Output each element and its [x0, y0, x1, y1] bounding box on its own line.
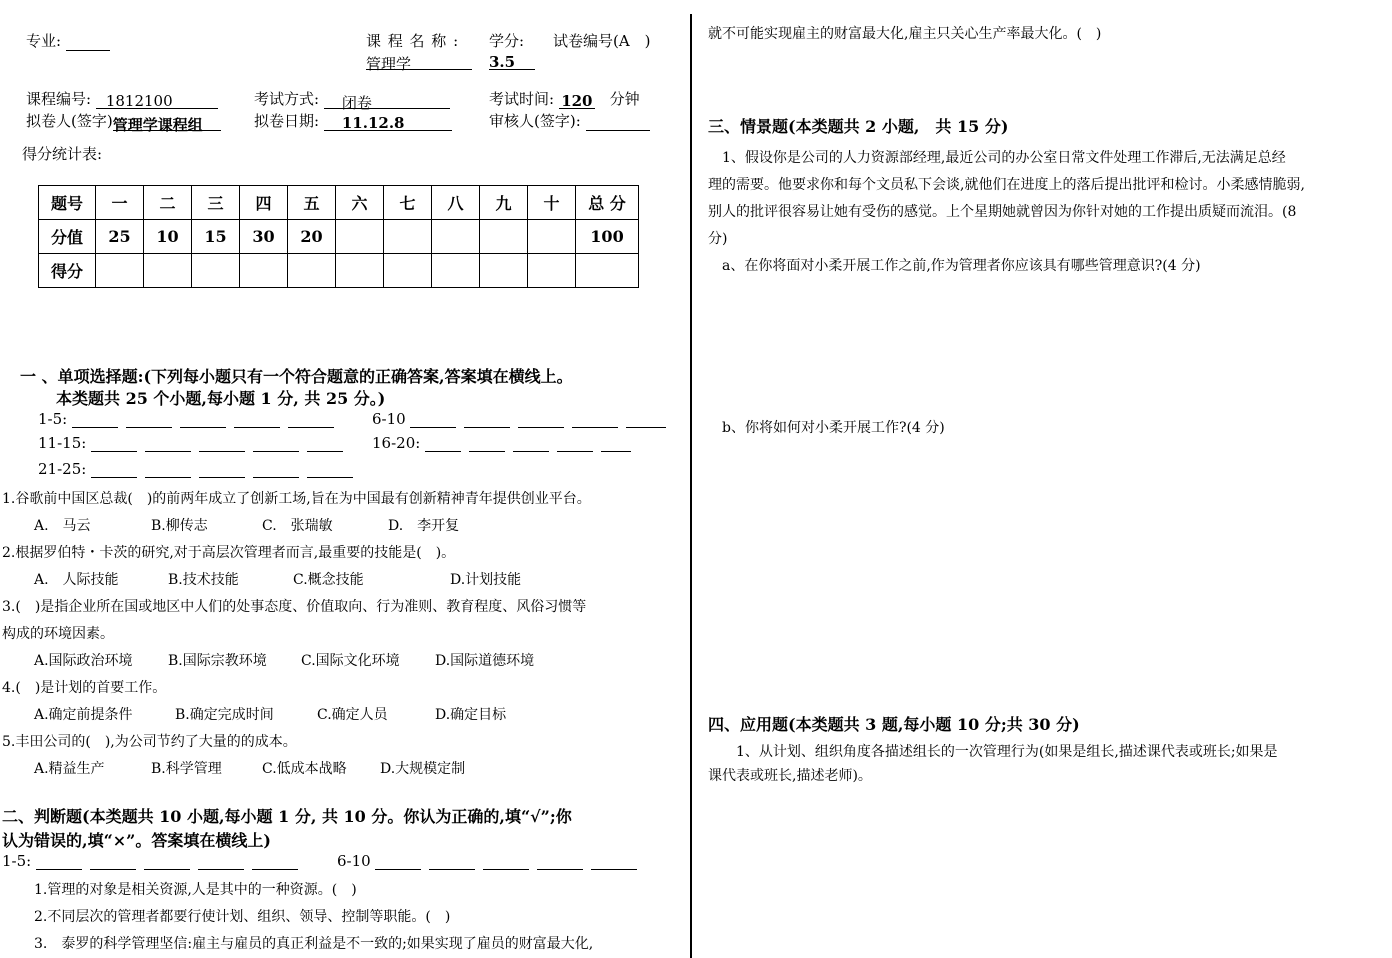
option-b[interactable]: B.确定完成时间: [175, 707, 274, 723]
points-cell: [432, 220, 480, 254]
score-cell[interactable]: [144, 254, 192, 288]
course-name-label: 课 程 名 称 :: [366, 32, 460, 50]
col-header: 四: [240, 186, 288, 220]
course-name-value: 管理学: [366, 53, 472, 70]
row-header: 题号: [39, 186, 96, 220]
credit-field: [489, 52, 535, 70]
answer-blank[interactable]: [429, 855, 475, 870]
answer-blank[interactable]: [537, 855, 583, 870]
section-3-title: 三、情景题(本类题共 2 小题, 共 15 分): [708, 117, 1009, 136]
scenario-question-a: a、在你将面对小柔开展工作之前,作为管理者你应该具有哪些管理意识?(4 分): [722, 258, 1201, 274]
author-value: 管理学课程组: [113, 114, 221, 131]
reviewer-field: [489, 110, 650, 131]
application-question-1-line1: 1、从计划、组织角度各描述组长的一次管理行为(如果是组长,描述课代表或班长;如果是: [708, 744, 1278, 760]
course-number-field: [26, 88, 218, 109]
option-d[interactable]: D.国际道德环境: [435, 653, 535, 669]
answer-blank[interactable]: [307, 463, 353, 478]
answer-blank[interactable]: [253, 437, 299, 452]
reviewer-blank[interactable]: [586, 114, 650, 131]
row-header: 得分: [39, 254, 96, 288]
question-3: 3.( )是指企业所在国或地区中人们的处事态度、价值取向、行为准则、教育程度、风俗习惯等: [2, 599, 587, 615]
author-field: [26, 110, 221, 134]
row-header: 分值: [39, 220, 96, 254]
answer-range-16-20: [372, 434, 631, 452]
points-cell: 10: [144, 220, 192, 254]
answer-blank[interactable]: [145, 437, 191, 452]
answer-blank[interactable]: [307, 437, 343, 452]
answer-blank[interactable]: [591, 855, 637, 870]
question-3-continuation: 构成的环境因素。: [2, 626, 114, 642]
score-cell[interactable]: [288, 254, 336, 288]
answer-range-11-15: [38, 434, 351, 452]
application-question-1-line2: 课代表或班长,描述老师)。: [708, 768, 872, 784]
score-cell[interactable]: [384, 254, 432, 288]
score-cell[interactable]: [480, 254, 528, 288]
answer-blank[interactable]: [483, 855, 529, 870]
answer-blank[interactable]: [36, 855, 82, 870]
major-field: [26, 30, 110, 51]
points-cell: 20: [288, 220, 336, 254]
option-d[interactable]: D. 李开复: [388, 518, 460, 534]
range-label: 16-20:: [372, 434, 421, 452]
major-blank[interactable]: [66, 34, 110, 51]
course-name-field: [366, 52, 472, 73]
column-divider: [690, 14, 692, 958]
section-1-title-line1: 一 、单项选择题:(下列每小题只有一个符合题意的正确答案,答案填在横线上。: [20, 367, 573, 386]
col-header: 五: [288, 186, 336, 220]
date-label: 拟卷日期:: [254, 112, 320, 130]
tf-question-2: 2.不同层次的管理者都要行使计划、组织、领导、控制等职能。( ): [34, 909, 451, 925]
exam-method-field: [254, 88, 450, 112]
option-a[interactable]: A. 人际技能: [34, 572, 119, 588]
option-b[interactable]: B.柳传志: [151, 518, 208, 534]
score-table: [38, 185, 639, 288]
answer-blank[interactable]: [180, 413, 226, 428]
option-c[interactable]: C.低成本战略: [262, 761, 347, 777]
tf-answer-range-6-10: [337, 852, 645, 870]
col-header: 三: [192, 186, 240, 220]
points-cell: [528, 220, 576, 254]
answer-blank[interactable]: [234, 413, 280, 428]
course-number-label: 课程编号:: [26, 90, 92, 108]
points-cell: 25: [96, 220, 144, 254]
score-stat-label: 得分统计表:: [22, 145, 103, 163]
course-number-value: 1812100: [96, 92, 218, 109]
exam-time-field: [489, 88, 640, 109]
date-value: 11.12.8: [324, 114, 452, 131]
col-header: 十: [528, 186, 576, 220]
scenario-line-3: 别人的批评很容易让她有受伤的感觉。上个星期她就曾因为你针对她的工作提出质疑而流泪。(8: [708, 204, 1297, 220]
score-cell[interactable]: [336, 254, 384, 288]
col-header: 六: [336, 186, 384, 220]
question-1: 1.谷歌前中国区总裁( )的前两年成立了创新工场,旨在为中国最有创新精神青年提供创业平台。: [2, 491, 591, 507]
range-label: 11-15:: [38, 434, 87, 452]
paper-number-label: 试卷编号(A ): [553, 32, 651, 50]
credit-value: 3.5: [489, 53, 535, 70]
option-a[interactable]: A. 马云: [34, 518, 91, 534]
answer-blank[interactable]: [469, 437, 505, 452]
score-cell[interactable]: [240, 254, 288, 288]
option-c[interactable]: C.国际文化环境: [301, 653, 400, 669]
answer-blank[interactable]: [198, 855, 244, 870]
option-a[interactable]: A.精益生产: [34, 761, 105, 777]
score-cell[interactable]: [96, 254, 144, 288]
answer-blank[interactable]: [91, 437, 137, 452]
score-table-row-scored: [39, 254, 639, 288]
answer-blank[interactable]: [464, 413, 510, 428]
points-cell: 30: [240, 220, 288, 254]
option-a[interactable]: A.确定前提条件: [34, 707, 133, 723]
option-c[interactable]: C. 张瑞敏: [262, 518, 333, 534]
scenario-line-4: 分): [708, 231, 728, 247]
answer-blank[interactable]: [72, 413, 118, 428]
points-cell: [336, 220, 384, 254]
answer-blank[interactable]: [199, 463, 245, 478]
scenario-question-b: b、你将如何对小柔开展工作?(4 分): [722, 420, 945, 436]
exam-time-unit: 分钟: [609, 90, 640, 108]
question-2: 2.根据罗伯特・卡茨的研究,对于高层次管理者而言,最重要的技能是( )。: [2, 545, 456, 561]
score-cell[interactable]: [192, 254, 240, 288]
author-label: 拟卷人(签字): [26, 112, 113, 130]
range-label: 21-25:: [38, 460, 87, 478]
tf-question-3-continuation: 就不可能实现雇主的财富最大化,雇主只关心生产率最大化。( ): [708, 26, 1102, 42]
answer-range-1-5: [38, 410, 342, 428]
col-header: 七: [384, 186, 432, 220]
exam-time-label: 考试时间:: [489, 90, 555, 108]
date-field: [254, 110, 452, 131]
score-table-row-points: [39, 220, 639, 254]
tf-question-1: 1.管理的对象是相关资源,人是其中的一种资源。( ): [34, 882, 357, 898]
points-cell: [480, 220, 528, 254]
option-b[interactable]: B.国际宗教环境: [168, 653, 267, 669]
answer-blank[interactable]: [572, 413, 618, 428]
range-label: 1-5:: [38, 410, 68, 428]
option-a[interactable]: A.国际政治环境: [34, 653, 133, 669]
col-header: 一: [96, 186, 144, 220]
answer-blank[interactable]: [375, 855, 421, 870]
answer-range-21-25: [38, 460, 361, 478]
section-4-title: 四、应用题(本类题共 3 题,每小题 10 分;共 30 分): [708, 715, 1080, 734]
answer-blank[interactable]: [557, 437, 593, 452]
question-5: 5.丰田公司的( ),为公司节约了大量的的成本。: [2, 734, 297, 750]
exam-method-value: 闭卷: [324, 92, 450, 109]
reviewer-label: 审核人(签字):: [489, 112, 581, 130]
answer-blank[interactable]: [144, 855, 190, 870]
answer-blank[interactable]: [626, 413, 666, 428]
tf-answer-range-1-5: [2, 852, 306, 870]
col-header: 二: [144, 186, 192, 220]
col-header: 九: [480, 186, 528, 220]
answer-blank[interactable]: [288, 413, 334, 428]
score-cell[interactable]: [528, 254, 576, 288]
range-label: 6-10: [372, 410, 406, 428]
option-d[interactable]: D.确定目标: [435, 707, 507, 723]
scenario-line-1: 1、假设你是公司的人力资源部经理,最近公司的办公室日常文件处理工作滞后,无法满足总经: [708, 150, 1286, 166]
option-b[interactable]: B.科学管理: [151, 761, 222, 777]
range-label: 1-5:: [2, 852, 32, 870]
col-header: 八: [432, 186, 480, 220]
exam-method-label: 考试方式:: [254, 90, 320, 108]
scenario-line-2: 理的需要。他要求你和每个文员私下会谈,就他们在进度上的落后提出批评和检讨。小柔感情脆弱,: [708, 177, 1305, 193]
answer-blank[interactable]: [601, 437, 631, 452]
points-cell: 15: [192, 220, 240, 254]
score-cell[interactable]: [432, 254, 480, 288]
section-2-title-line1: 二、判断题(本类题共 10 小题,每小题 1 分, 共 10 分。你认为正确的,填“√”;你: [2, 807, 572, 826]
points-cell: 100: [576, 220, 639, 254]
section-1-title-line2: 本类题共 25 个小题,每小题 1 分, 共 25 分。): [56, 389, 386, 408]
option-c[interactable]: C.确定人员: [317, 707, 388, 723]
option-c[interactable]: C.概念技能: [293, 572, 364, 588]
points-cell: [384, 220, 432, 254]
score-table-row-number: [39, 186, 639, 220]
option-b[interactable]: B.技术技能: [168, 572, 239, 588]
answer-blank[interactable]: [199, 437, 245, 452]
col-header: 总 分: [576, 186, 639, 220]
answer-blank[interactable]: [513, 437, 549, 452]
question-4: 4.( )是计划的首要工作。: [2, 680, 167, 696]
answer-range-6-10: [372, 410, 666, 428]
score-cell[interactable]: [576, 254, 639, 288]
answer-blank[interactable]: [253, 463, 299, 478]
answer-blank[interactable]: [126, 413, 172, 428]
answer-blank[interactable]: [410, 413, 456, 428]
option-d[interactable]: D.计划技能: [450, 572, 522, 588]
answer-blank[interactable]: [252, 855, 298, 870]
option-d[interactable]: D.大规模定制: [380, 761, 466, 777]
answer-blank[interactable]: [145, 463, 191, 478]
major-label: 专业:: [26, 32, 62, 50]
answer-blank[interactable]: [425, 437, 461, 452]
tf-question-3: 3. 泰罗的科学管理坚信:雇主与雇员的真正利益是不一致的;如果实现了雇员的财富最大化,: [34, 936, 594, 952]
section-2-title-line2: 认为错误的,填“×”。答案填在横线上): [2, 831, 271, 850]
answer-blank[interactable]: [90, 855, 136, 870]
answer-blank[interactable]: [518, 413, 564, 428]
range-label: 6-10: [337, 852, 371, 870]
credit-label: 学分:: [489, 32, 525, 50]
answer-blank[interactable]: [91, 463, 137, 478]
exam-time-value: 120: [559, 92, 595, 109]
